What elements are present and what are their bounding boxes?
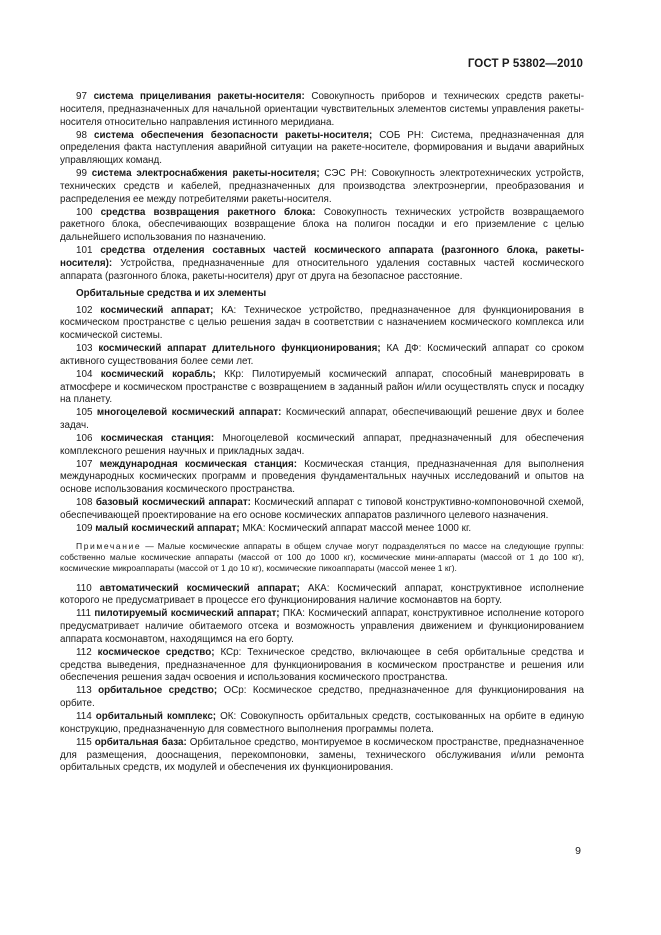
term-number: 102 — [76, 304, 93, 316]
term-definition: ПКА: Космический аппарат, конструктивное исполнение которого предусматривает наличие обитаемого отсека и возможность управления движением и функционированием аппарата космонавтом, находящимся на его борту. — [60, 608, 584, 645]
term-number: 98 — [76, 129, 87, 141]
term-name: многоцелевой космический аппарат: — [96, 407, 282, 419]
term-definition: АКА: Космический аппарат, конструктивное исполнение которого не предусматривает в процессе его функционирования наличие космонавтов на борту. — [60, 582, 585, 607]
term-name: космический корабль; — [100, 368, 216, 380]
term-definition: Космический аппарат, обеспечивающий решение двух и более задач. — [60, 407, 584, 432]
term-entry — [60, 369, 584, 408]
term-name: автоматический космический аппарат; — [99, 582, 300, 594]
term-number: 114 — [76, 711, 92, 723]
term-entry — [60, 523, 584, 536]
term-name: пилотируемый космический аппарат; — [94, 608, 280, 620]
term-entry — [60, 647, 584, 686]
term-definition: СЭС РН: Совокупность электротехнических устройств, технических средств и кабелей, предназначенных для производства электроэнергии, преобразования и распределения ее между потребителями ракеты-носителя. — [60, 168, 584, 205]
term-name: космический аппарат длительного функционирования; — [98, 343, 381, 355]
term-number: 101 — [76, 245, 93, 257]
term-number: 111 — [76, 608, 91, 620]
term-name: малый космический аппарат; — [95, 522, 240, 534]
term-entry — [60, 497, 584, 523]
term-definition: СОБ РН: Система, предназначенная для определения факта наступления аварийной ситуации на ракете-носителе, формирования и выдачи аварийных управляющих команд. — [60, 129, 584, 167]
term-number: 109 — [76, 522, 93, 534]
section-title: Орбитальные средства и их элементы — [76, 287, 267, 299]
term-entry — [60, 685, 584, 711]
term-entry — [60, 737, 584, 776]
term-definition: ККр: Пилотируемый космический аппарат, способный маневрировать в атмосфере и космическом пространстве с возвращением в заданный район и/или осуществлять спуск и посадку на планету. — [60, 368, 584, 406]
term-number: 107 — [76, 458, 93, 470]
term-number: 99 — [76, 168, 87, 180]
term-entry — [60, 433, 584, 459]
term-name: космический аппарат; — [100, 304, 214, 316]
term-entry — [60, 207, 584, 246]
term-entry — [60, 583, 584, 609]
term-number: 115 — [76, 736, 92, 748]
term-name: космическое средство; — [97, 646, 215, 658]
term-definition: МКА: Космический аппарат массой менее 1000 кг. — [239, 522, 472, 534]
term-number: 104 — [76, 368, 93, 380]
term-number: 112 — [76, 646, 92, 658]
term-entry — [60, 407, 584, 433]
term-definition: КСр: Техническое средство, включающее в себя орбитальные средства и средства выведения, предназначенное для функционирования в космическом пространстве и решения или обеспечения решения задач освоения и использования космического пространства. — [60, 646, 584, 684]
term-definition: ОСр: Космическое средство, предназначенное для функционирования на орбите. — [60, 685, 584, 710]
term-number: 110 — [76, 582, 92, 594]
term-definition: Орбитальное средство, монтируемое в космическом пространстве, предназначенное для размещения, дооснащения, перекомпоновки, замены, технического обслуживания и/или ремонта орбитальных средств, их модулей и обеспечения их функционирования. — [60, 736, 584, 774]
term-name: система электроснабжения ракеты-носителя; — [91, 168, 320, 180]
term-number: 106 — [76, 432, 93, 444]
note-label: Примечание — [76, 540, 142, 551]
term-entry — [60, 245, 584, 284]
note — [60, 541, 584, 575]
term-entry — [60, 608, 584, 647]
term-name: система обеспечения безопасности ракеты-носителя; — [93, 129, 373, 141]
term-definition: Космический аппарат с типовой конструктивно-компоновочной схемой, обеспечивающей проектирование на его основе космических аппаратов различного целевого назначения. — [60, 497, 584, 521]
page-number: 9 — [575, 845, 581, 857]
term-entry — [60, 91, 584, 130]
term-entry — [60, 168, 584, 207]
term-name: средства отделения составных частей космического аппарата (разгонного блока, ракеты-носителя): — [60, 245, 584, 269]
term-number: 100 — [76, 206, 93, 218]
term-number: 113 — [76, 685, 92, 697]
standard-header: ГОСТ Р 53802—2010 — [467, 58, 583, 70]
term-definition: КА: Техническое устройство, предназначенное для функционирования в космическом пространстве с целью решения задач в соответствии с назначением космического комплекса или космической системы. — [60, 304, 584, 342]
term-name: орбитальный комплекс; — [95, 711, 217, 723]
term-entry — [60, 343, 584, 369]
note-dash: — — [141, 540, 158, 551]
term-name: средства возвращения ракетного блока: — [100, 206, 316, 218]
note-text: Малые космические аппараты в общем случае могут подразделяться по массе на следующие группы: собственно малые космические аппараты (массой от 100 до 1000 кг), космические мини-аппараты (массой от 1 до 100 кг), космические микроаппараты (массой от 1 до 10 кг), космические пикоаппараты (массой менее 1 кг). — [60, 540, 584, 574]
term-name: базовый космический аппарат: — [95, 497, 251, 509]
term-definition: Устройства, предназначенные для относительного удаления составных частей космического аппарата (разгонного блока, ракеты-носителя) друг от друга на безопасное расстояние. — [60, 257, 584, 282]
term-definition: Совокупность приборов и технических средств ракеты-носителя, предназначенных для начальной ориентации чувствительных элементов системы управления ракеты-носителя относительно направления истинного меридиана. — [60, 91, 584, 128]
term-definition: Совокупность технических устройств возвращаемого ракетного блока, обеспечивающих возвращение блока на полигон посадки и его приземление с целью дальнейшего использования по назначению. — [60, 206, 584, 244]
term-number: 97 — [76, 91, 87, 102]
term-entry — [60, 711, 584, 737]
term-name: орбитальное средство; — [98, 685, 218, 697]
entries-group-b — [60, 305, 584, 536]
document-body — [60, 91, 584, 775]
term-name: орбитальная база: — [94, 736, 187, 748]
term-definition: Космическая станция, предназначенная для выполнения международных космических программ и проведения фундаментальных научных исследований и опытов на основе использования космического пространства. — [60, 458, 584, 496]
term-definition: Многоцелевой космический аппарат, предназначенный для обеспечения комплексного решения научных и прикладных задач. — [60, 432, 584, 457]
entries-group-c — [60, 583, 584, 776]
entries-group-a — [60, 91, 584, 284]
term-name: система прицеливания ракеты-носителя: — [93, 91, 305, 102]
term-number: 108 — [76, 497, 93, 509]
term-number: 105 — [76, 407, 93, 419]
term-entry — [60, 305, 584, 344]
term-number: 103 — [76, 343, 93, 355]
term-definition: ОК: Совокупность орбитальных средств, состыкованных на орбите в единую конструкцию, предназначенную для совместного выполнения программы полета. — [60, 711, 584, 735]
term-name: международная космическая станция: — [99, 458, 297, 470]
term-entry — [60, 459, 584, 498]
term-name: космическая станция: — [100, 432, 215, 444]
term-entry — [60, 130, 584, 169]
term-definition: КА ДФ: Космический аппарат со сроком активного существования более семи лет. — [60, 343, 584, 367]
